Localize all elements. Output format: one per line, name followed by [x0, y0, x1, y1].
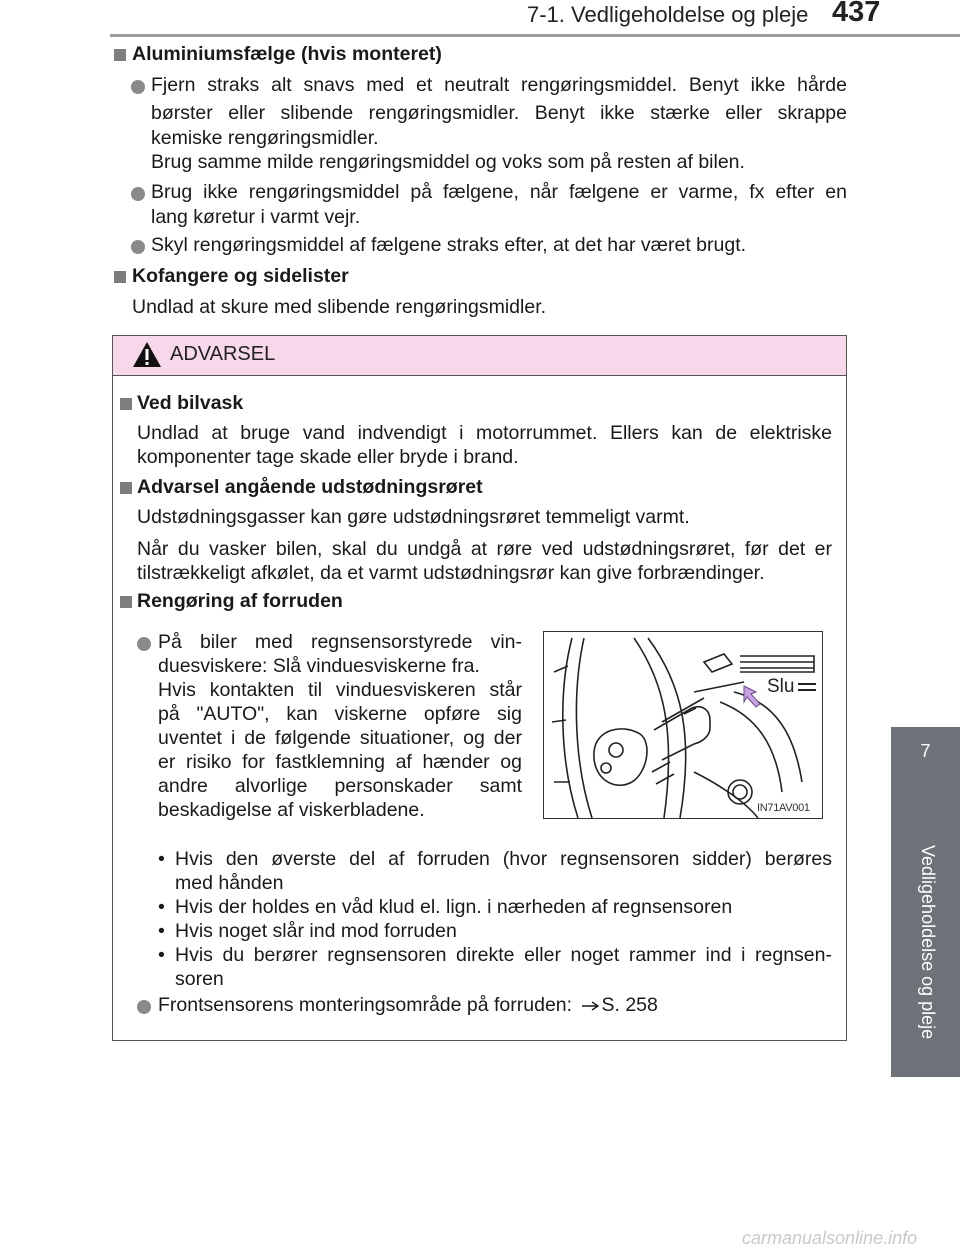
warning-label: ADVARSEL — [170, 343, 276, 365]
square-bullet-icon — [120, 482, 132, 494]
bullet-dot-icon: • — [158, 848, 165, 870]
carwash-line1: Undlad at bruge vand indvendigt i motorrummet. Ellers kan de elektriske — [137, 422, 832, 444]
aluminium-bullet2-line1: Brug ikke rengøringsmiddel på fælgene, når fælgene er varme, fx efter en — [151, 181, 847, 203]
situation1-line2: med hånden — [175, 872, 284, 894]
square-bullet-icon — [114, 49, 126, 61]
header-rule — [110, 34, 960, 37]
arrow-right-icon — [581, 1000, 601, 1012]
windshield-line5: uventet i de følgende situationer, og der — [158, 727, 522, 749]
circle-bullet-icon — [131, 240, 145, 254]
situation4-line2: soren — [175, 968, 224, 990]
aluminium-heading: Aluminiumsfælge (hvis monteret) — [132, 43, 442, 65]
windshield-line1: På biler med regnsensorstyrede vin- — [158, 631, 522, 653]
bullet-dot-icon: • — [158, 920, 165, 942]
bumpers-heading: Kofangere og sidelister — [132, 265, 349, 287]
situation4-line1: Hvis du berører regnsensoren direkte eller noget rammer ind i regnsen- — [175, 944, 832, 966]
bumpers-text: Undlad at skure med slibende rengøringsmidler. — [132, 296, 547, 318]
situation3: Hvis noget slår ind mod forruden — [175, 920, 457, 942]
sensor-reference — [158, 994, 658, 1018]
section-title: 7-1. Vedligeholdelse og pleje — [527, 2, 809, 27]
windshield-line3: Hvis kontakten til vinduesviskeren står — [158, 679, 522, 701]
circle-bullet-icon — [131, 187, 145, 201]
wiper-lever-illustration — [543, 631, 823, 819]
figure-code: IN71AV001 — [757, 802, 810, 814]
carwash-line2: komponenter tage skade eller bryde i brand. — [137, 446, 519, 468]
aluminium-bullet1-line4: Brug samme milde rengøringsmiddel og voks som på resten af bilen. — [151, 151, 745, 173]
figure-label: Slu — [767, 676, 795, 697]
windshield-line6: er risiko for fastklemning af hænder og — [158, 751, 522, 773]
exhaust-heading: Advarsel angående udstødningsrøret — [137, 476, 483, 498]
bullet-dot-icon: • — [158, 896, 165, 918]
page-number: 437 — [832, 0, 881, 28]
aluminium-bullet1-line1: Fjern straks alt snavs med et neutralt rengøringsmiddel. Benyt ikke hårde — [151, 74, 847, 96]
windshield-line2: duesviskere: Slå vinduesviskerne fra. — [158, 655, 480, 677]
chapter-number: 7 — [920, 741, 931, 761]
exhaust-paragraph2-line2: tilstrækkeligt afkølet, da et varmt udstødningsrør kan give forbrændinger. — [137, 562, 765, 584]
circle-bullet-icon — [131, 80, 145, 94]
steering-column-drawing — [544, 632, 823, 819]
carwash-heading: Ved bilvask — [137, 392, 244, 414]
footer-watermark: carmanualsonline.info — [742, 1228, 918, 1248]
exhaust-paragraph1: Udstødningsgasser kan gøre udstødningsrøret temmeligt varmt. — [137, 506, 690, 528]
situation2: Hvis der holdes en våd klud el. lign. i nærheden af regnsensoren — [175, 896, 733, 918]
bullet-dot-icon: • — [158, 944, 165, 966]
circle-bullet-icon — [137, 637, 151, 651]
sensor-text: Frontsensorens monteringsområde på forruden: — [158, 994, 573, 1016]
windshield-heading: Rengøring af forruden — [137, 590, 343, 612]
aluminium-bullet3: Skyl rengøringsmiddel af fælgene straks efter, at det har været brugt. — [151, 234, 747, 256]
aluminium-bullet1-line3: kemiske rengøringsmidler. — [151, 127, 379, 149]
square-bullet-icon — [120, 596, 132, 608]
circle-bullet-icon — [137, 1000, 151, 1014]
windshield-line4: på "AUTO", kan viskerne opføre sig — [158, 703, 522, 725]
aluminium-bullet1-line2: børster eller slibende rengøringsmidler. Benyt ikke stærke eller skrappe — [151, 102, 847, 124]
windshield-line8: beskadigelse af viskerbladene. — [158, 799, 425, 821]
square-bullet-icon — [120, 398, 132, 410]
exhaust-paragraph2-line1: Når du vasker bilen, skal du undgå at røre ved udstødningsrøret, før det er — [137, 538, 832, 560]
chapter-tab — [891, 727, 960, 1077]
warning-triangle-icon — [132, 341, 162, 368]
square-bullet-icon — [114, 271, 126, 283]
windshield-line7: andre alvorlige personskader samt — [158, 775, 522, 797]
aluminium-bullet2-line2: lang køretur i varmt vejr. — [151, 206, 361, 228]
page-reference-link[interactable]: S. 258 — [601, 994, 658, 1016]
situation1-line1: Hvis den øverste del af forruden (hvor regnsensoren sidder) berøres — [175, 848, 832, 870]
chapter-title: Vedligeholdelse og pleje — [918, 845, 938, 1040]
